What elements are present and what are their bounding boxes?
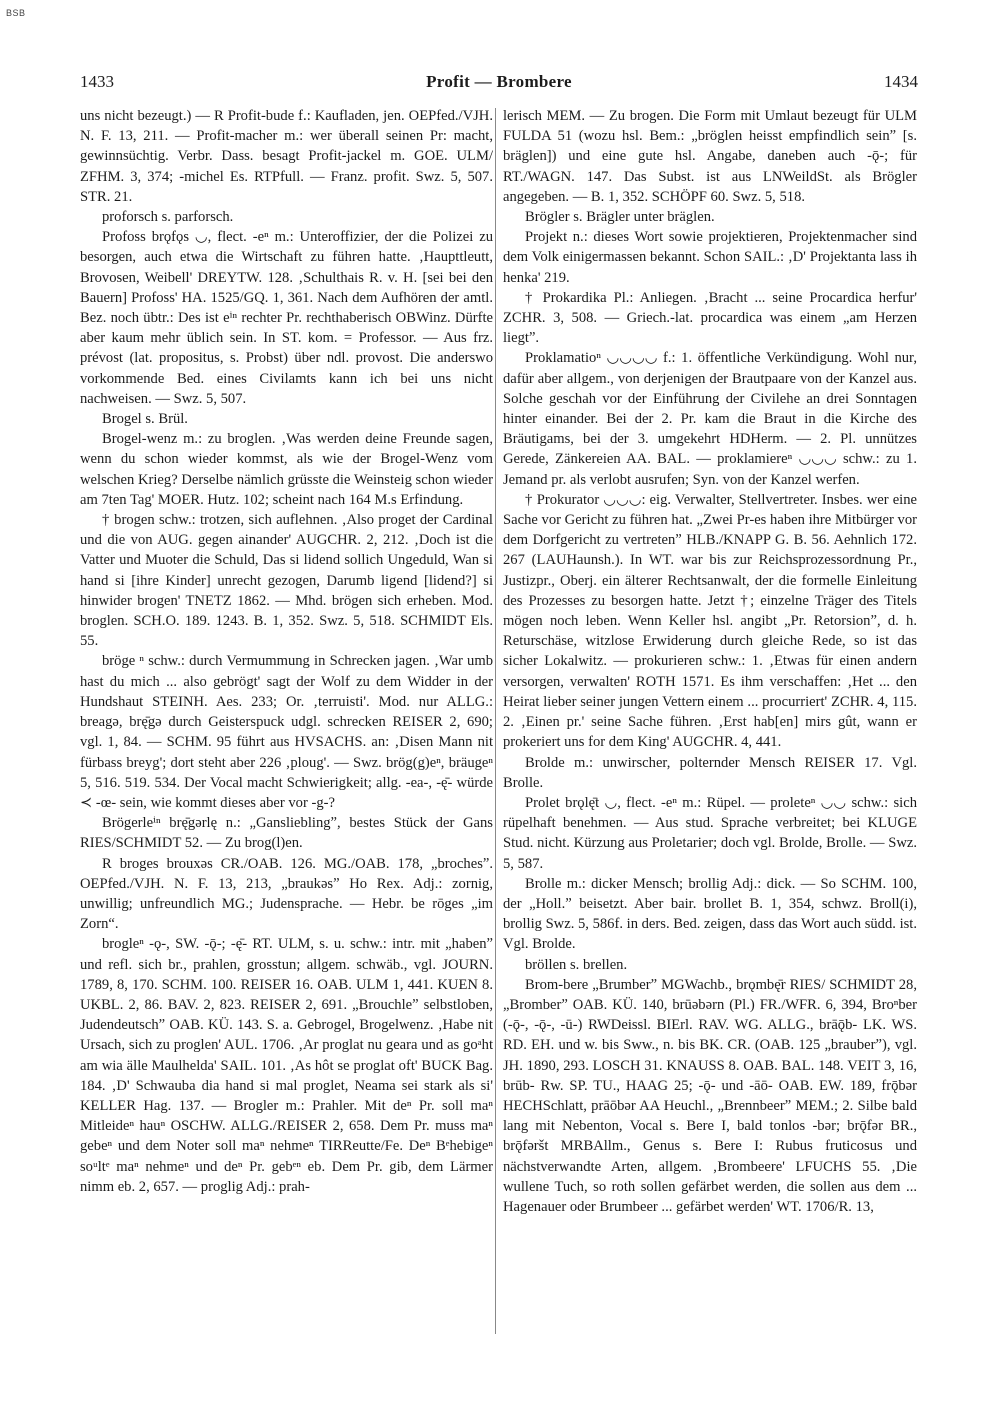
entry-brom-bere: Brom-bere „Brumberˮ MGWachb., brǫmbę̄r RIES/ SCHMIDT 28, „Bromberˮ OAB. KÜ. 140, brūəbərn (Pl.) FR./WFR. 6, 394, Broⁿber (-ǭ-, -ǭ-, -ū-) RWDeissl. BIErl. RAV. WG. ALLG., brāǭb- LK. WS. RD. EH. und w. bis Sww., n. bis BK. CR. (OAB. 125 „brauberˮ), vgl. JH. 1890, 293. LOSCH 31. KNAUSS 8. OAB. BAL. 148. VEIT 3, 16, brūb- Rw. SP. TU., HAAG 25; -ǭ- und -āō- OAB. EW. 189, frǭbər HECHSchlatt, prāōbər AA Heuchl., „Brennbeerˮ MEM.; 2. Silbe bald lang mit Nebenton, Vocal s. Bere I, bald tonlos -bər; brǭfər BR., brǭfəršt MRBAllm., Genus s. Bere I: Rubus fruticosus und nächstverwandte Arten, allgem. ‚Brombeere' LFUCHS 55. ‚Die wullene Tuch, so roth sollen gefärbet werden, die sollen aus dem ... Hagenauer oder Brumbeer ... gefärbet werden' WT. 1706/R. 13,: [503, 976, 917, 1215]
entry-brogel: Brogel s. Brül.: [102, 411, 188, 428]
entry-broges: R broges brouxəs CR./OAB. 126. MG./OAB. 178, „brochesˮ. OEPfed./VJH. N. F. 13, 213, „braukəsˮ Ho Rex. Adj.: zornig, unwillig; unfreundlich MG.; Judensprache. — Hebr. be rōges „im Zorn“.: [80, 855, 493, 933]
entry-brogel-wenz: Brogel-wenz m.: zu broglen. ‚Was werden deine Freunde sagen, wenn du schon wieder kommst, als wie der Brogel-Wenz vom welschen Krieg? Derselbe nämlich grüsste die Weinsteig schon wieder am 7ten Tag' MOER. Hutz. 102; scheint nach 164 M.s Erfindung.: [80, 431, 493, 508]
entry-prokurator: † Prokurator ◡◡◡: eig. Verwalter, Stellvertreter. Insbes. wer eine Sache vor Gericht zu führen hat. „Zwei Pr-es haben ihre Mitbürger vor dem Dorfgericht zu vertretenˮ HLB./KNAPP G. B. 56. Aehnlich 172. 267 (LAUHaunsh.). In WT. war bis zur Reichsprozessordnung Pr., Justizpr., Oberj. ein älterer Rechtsanwalt, der die formelle Einleitung des Prozesses zu besorgen hatte. Jetzt †; einzelne Träger des Titels mögen noch leben. Wenn Keller hsl. angibt „Pr. Retorsionˮ, d. h. Returschäse, witzlose Erwiderung durch gleiche Rede, so ist das sicher Lokalwitz. — prokurieren schw.: 1. ‚Etwas für einen andern versorgen, verwalten' ROTH 1571. Es ihm verschaffen: ‚Het ... den Heirat lieber seiner jungen Vettern einem ... procurriert' ZCHR. 4, 115. 2. ‚Einen pr.' seine Sache führen. ‚Erst hab[en] mirs gût, wann er prokeriert uns for dem King' AUGCHR. 4, 441.: [503, 491, 917, 751]
entry-brolde: Brolde m.: unwirscher, polternder Mensch REISER 17. Vgl. Brolle.: [503, 754, 917, 791]
entry-broegen: bröge ⁿ schw.: durch Vermummung in Schrecken jagen. ‚War umb hast du mich ... also gebrögt' sagt der Wolf zu dem Widder in der Hundshaut STEINH. Aes. 233; Or. ‚terruisti'. Mod. nur ALLG.: breagə, brę̄gə durch Geisterspuck udgl. schrecken REISER 2, 690; vgl. 1, 84. — SCHM. 95 führt aus HVSACHS. an: ‚Disen Mann nit fürbass breyg'; dort steht aber 226 ‚ploug'. — Swz. brög(g)eⁿ, bräugeⁿ 5, 516. 519. 534. Der Vocal macht Schwierigkeit; allg. -ea-, -ę̄- würde ≺ -œ- sein, wie kommt dieses aber vor -g-?: [80, 653, 493, 811]
entry-profit: uns nicht bezeugt.) — R Profit-bude f.: Kaufladen, jen. OEPfed./VJH. N. F. 13, 211. — Profit-macher m.: wer überall seinen Pr: macht, gewinnsüchtig. Verbr. Dass. besagt Profit-jackel m. GOE. ULM/ ZFHM. 3, 374; -michel Es. RTPfull. — Franz. profit. Swz. 5, 507. STR. 21.: [80, 108, 493, 205]
page-number-right: 1434: [884, 72, 918, 91]
page-number-left: 1433: [80, 72, 114, 91]
page-header: [80, 72, 918, 94]
entry-brolle: Brolle m.: dicker Mensch; brollig Adj.: dick. — So SCHM. 100, der „Holl.ˮ beisetzt. Aber bair. brollet B. 1, 354, schwz. Broll(i), brollig Swz. 5, 586f. in ders. Bed. zeigen, dass das Wort auch südd. ist. Vgl. Brolde.: [503, 875, 917, 953]
column-divider: [495, 108, 496, 1334]
entry-proglig-cont: lerisch MEM. — Zu brogen. Die Form mit Umlaut bezeugt für ULM FULDA 51 (wozu hsl. Bem.: „bröglen heisst empfindlich seinˮ [s. bräglen]) und eine gute hsl. Angabe, daneben auch -ǭ-; für RT./WAGN. 147. Das Subst. ist aus LNWeildSt. als Brögler angegeben. — B. 1, 352. SCHÖPF 60. Swz. 5, 518.: [503, 108, 917, 205]
entry-brogen: † brogen schw.: trotzen, sich auflehnen. ‚Also proget der Cardinal und die von AUG. gegen ainander' AUGCHR. 2, 212. ‚Doch ist die Vatter und Muoter die Schuld, Das si lidend sollich Ungeduld, Wan si hand si [ihre Kinder] unrecht gezogen, Darumb ligend [lidend?] si hinwider brogen' TNETZ 1862. — Mhd. brögen sich erheben. Mod. broglen. SCH.O. 189. 1243. B. 1, 352. Swz. 5, 518. SCHMIDT Els. 55.: [80, 512, 493, 650]
entry-broegerlein: Brögerleⁱⁿ brę̄gərlę n.: „Ganslieblingˮ, bestes Stück der Gans RIES/SCHMIDT 52. — Zu brog(l)en.: [80, 815, 493, 852]
entry-prokardika: † Prokardika Pl.: Anliegen. ‚Bracht ... seine Procardica herfur' ZCHR. 3, 508. — Griech.-lat. procardica was einem „am Herzen liegtˮ.: [503, 289, 917, 347]
library-stamp: BSB: [6, 8, 26, 18]
entry-broegler: Brögler s. Brägler unter bräglen.: [525, 209, 715, 226]
entry-proforsch: proforsch s. parforsch.: [102, 209, 234, 226]
entry-broellen: bröllen s. brellen.: [525, 956, 628, 973]
entry-proklamation: Proklamatioⁿ ◡◡◡◡ f.: 1. öffentliche Verkündigung. Wohl nur, dafür aber allgem., von derjenigen der Brautpaare von der Kanzel aus. Solche geschah vor der Einführung der Civilehe an drei Sonntagen hinter einander. Bei der 2. Pr. kam die Braut in die Kirche des Bräutigams, bei der 3. umgekehrt HDHerm. — 2. Pl. unnützes Gerede, Zänkereien AA. BAL. — proklamiereⁿ ◡◡◡ schw.: zu 1. Jemand pr. als verlobt ausrufen; Syn. von der Kanzel werfen.: [503, 350, 917, 488]
entry-projekt: Projekt n.: dieses Wort sowie projektieren, Projektenmacher sind dem Volk einigermassen bekannt. Schon SAIL.: ‚D' Projektanta lass ih henka' 219.: [503, 229, 917, 286]
entry-profoss: Profoss brǫfǫs ◡, flect. -eⁿ m.: Unteroffizier, der die Polizei zu besorgen, auch etwa die Wirtschaft zu führen hatte. ‚Haupttleutt, Brovosen, Weibell' DREYTW. 128. ‚Schulthais R. v. H. [sei bei den Bauern] Profoss' HA. 1525/GQ. 1, 361. Nach dem Aufhören der amtl. Bez. noch übtr.: Des ist eⁱⁿ rechter Pr. rechthaberisch OBWinz. Dürfte aber kaum mehr üblich sein. In ST. kom. = Professor. — Aus frz. prévost (lat. propositus, s. Probst) über ndl. provost. Die anderswo vorkommende Bed. eines Civilamts kann ich bei uns nicht nachweisen. — Swz. 5, 507.: [80, 229, 493, 407]
left-column: [80, 106, 493, 1338]
entry-broglen: brogleⁿ -ǫ-, SW. -ǭ-; -ę̄- RT. ULM, s. u. schw.: intr. mit „habenˮ und refl. sich br., prahlen, grosstun; allgem. schwäb., vgl. JOURN. 1789, 8, 170. SCHM. 100. REISER 16. OAB. ULM 1, 441. KUEN 8. UKBL. 2, 86. BAV. 2, 823. REISER 2, 691. „Brouchleˮ selbstloben, Judendeutschˮ OAB. KÜ. 143. S. a. Gebrogel, Brogelwenz. ‚Habe nit Ursach, sich zu proglen' AUL. 1706. ‚Ar proglat nu geara und as goᵃht am wia älle Maulhelda' SAIL. 101. ‚As hôt se proglat oft' BUCK Bag. 184. ‚D' Schwauba dia hand si mal proglet, Neama sei stark als si' KELLER Hag. 137. — Brogler m.: Prahler. Mit deⁿ Pr. soll maⁿ Mitleideⁿ hauⁿ OSCHW. ALLG./REISER 2, 658. Dem Pr. muss maⁿ gebeⁿ und dem Noter soll maⁿ nehmeⁿ TIRReutte/Fe. Deⁿ Bᵉhebigeⁿ soᵘltᵉ maⁿ nehmeⁿ und deⁿ Pr. gebᵉⁿ eb. Dem Pr. gib, dem Lärmer nimm eb. 2, 657. — proglig Adj.: prah-: [80, 936, 493, 1195]
running-title: Profit — Brombere: [426, 72, 572, 91]
entry-prolet: Prolet brǫlę̄t ◡, flect. -eⁿ m.: Rüpel. — proleteⁿ ◡◡ schw.: sich rüpelhaft benehmen. — Aus stud. Sprache verbreitet; bei KLUGE Stud. nicht. Kürzung aus Proletarier; doch vgl. Brolde, Brolle. — Swz. 5, 587.: [503, 794, 917, 872]
right-column: [503, 106, 917, 1338]
